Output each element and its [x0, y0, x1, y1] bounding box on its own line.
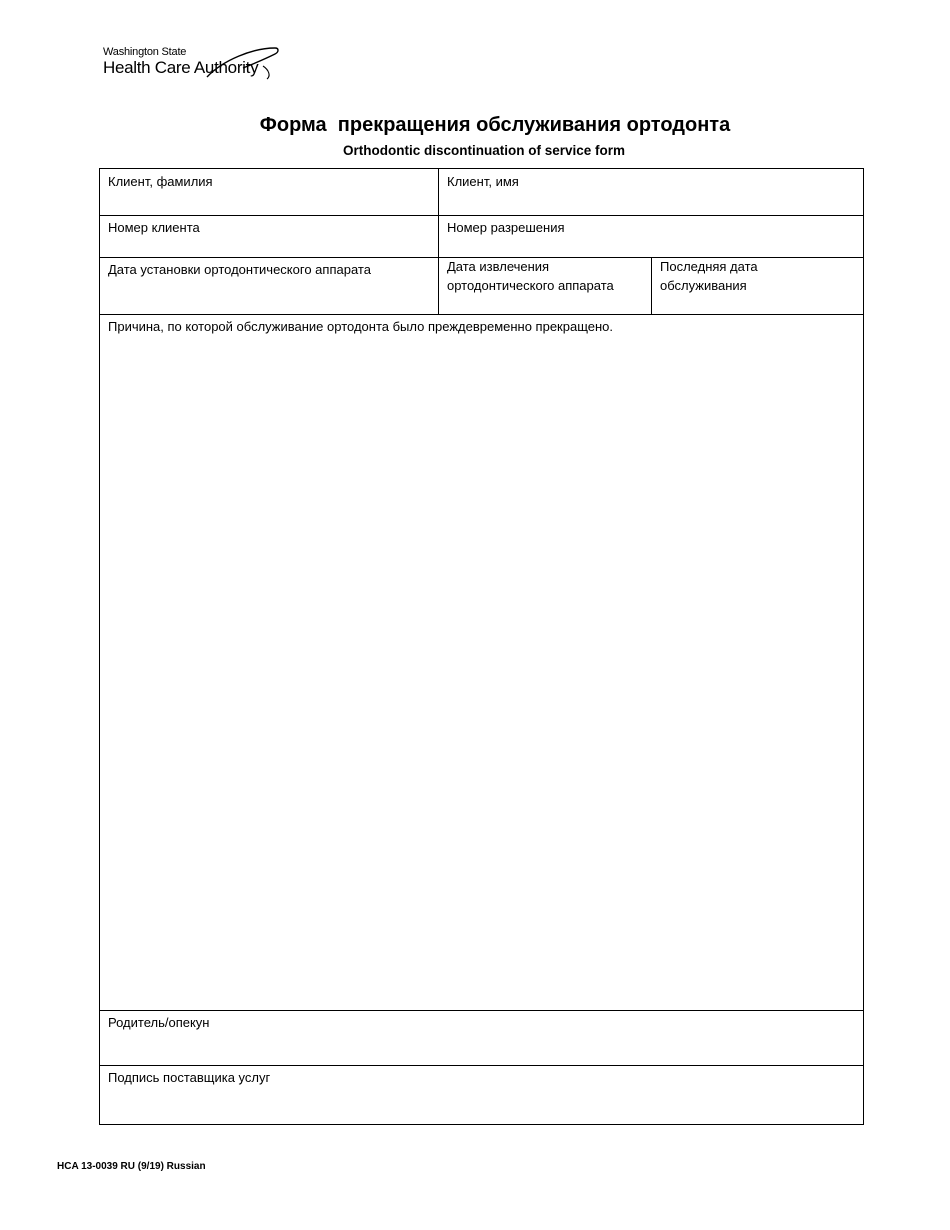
form-code: HCA 13-0039 RU (9/19) Russian — [57, 1161, 206, 1172]
appliance-placement-date-field[interactable] — [100, 257, 438, 314]
client-number-label: Номер клиента — [108, 220, 200, 235]
last-service-date-label-line1: Последняя дата — [660, 259, 758, 274]
hca-logo — [103, 46, 283, 86]
appliance-placement-date-label: Дата установки ортодонтического аппарата — [108, 262, 371, 277]
logo-line-washington-state: Washington State — [103, 46, 187, 58]
client-first-name-field[interactable] — [439, 169, 864, 215]
appliance-removal-date-field[interactable] — [439, 257, 651, 314]
discontinuation-form — [99, 168, 864, 1125]
appliance-removal-date-label-line1: Дата извлечения — [447, 259, 550, 274]
provider-signature-label: Подпись поставщика услуг — [108, 1070, 271, 1085]
client-last-name-label: Клиент, фамилия — [108, 174, 213, 189]
client-first-name-label: Клиент, имя — [447, 174, 519, 189]
client-number-field[interactable] — [100, 215, 438, 257]
authorization-number-label: Номер разрешения — [447, 220, 565, 235]
parent-guardian-label: Родитель/опекун — [108, 1015, 210, 1030]
logo-swoosh-icon — [103, 46, 283, 86]
form-subtitle: Orthodontic discontinuation of service form — [342, 143, 626, 158]
provider-signature-field[interactable] — [100, 1065, 864, 1125]
reason-field[interactable] — [100, 314, 864, 1010]
parent-guardian-field[interactable] — [100, 1010, 864, 1065]
client-last-name-field[interactable] — [100, 169, 438, 215]
form-title: Форма прекращения обслуживания ортодонта — [259, 114, 731, 136]
appliance-removal-date-label-line2: ортодонтического аппарата — [447, 278, 614, 293]
authorization-number-field[interactable] — [439, 215, 864, 257]
logo-line-health-care-authority: Health Care Authority — [103, 58, 259, 77]
last-service-date-field[interactable] — [652, 257, 864, 314]
reason-label: Причина, по которой обслуживание ортодонта было преждевременно прекращено. — [108, 319, 614, 334]
last-service-date-label-line2: обслуживания — [660, 278, 747, 293]
